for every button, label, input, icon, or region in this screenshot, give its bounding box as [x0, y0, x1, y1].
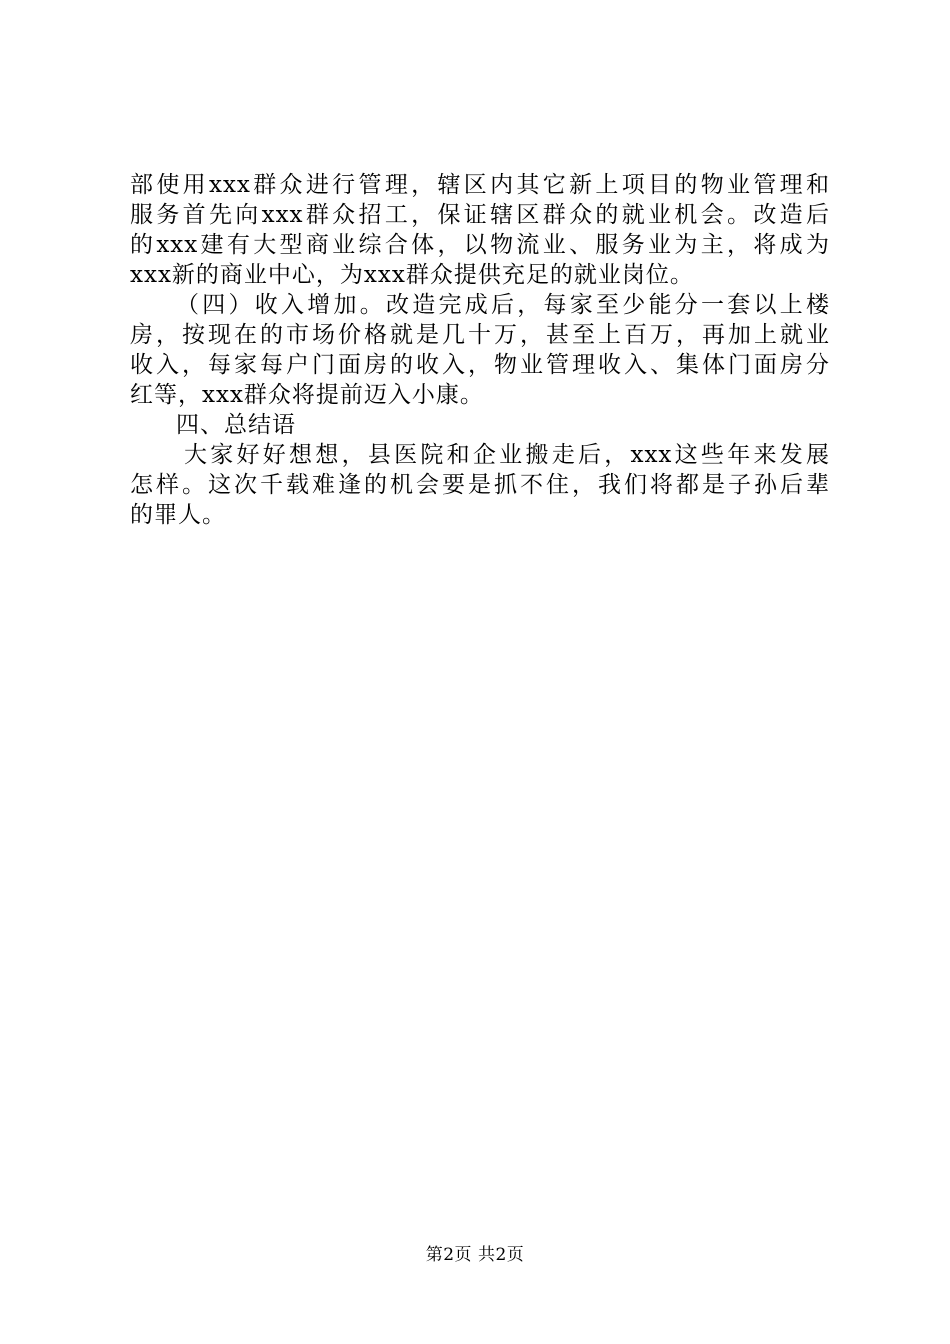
text-line: 大家好好想想，县医院和企业搬走后，xxx这些年来发展	[184, 442, 830, 468]
document-body	[130, 170, 830, 530]
paragraph-income-increase	[130, 290, 830, 410]
text-line: 怎样。这次千载难逢的机会要是抓不住，我们将都是子孙后辈	[130, 472, 830, 498]
text-line: 红等，xxx群众将提前迈入小康。	[130, 382, 484, 408]
text-line: 收入，每家每户门面房的收入，物业管理收入、集体门面房分	[130, 352, 830, 378]
text-line: xxx新的商业中心，为xxx群众提供充足的就业岗位。	[130, 262, 694, 288]
text-line: 服务首先向xxx群众招工，保证辖区群众的就业机会。改造后	[130, 202, 830, 228]
text-line: 房，按现在的市场价格就是几十万，甚至上百万，再加上就业	[130, 322, 830, 348]
section-heading-conclusion	[130, 410, 830, 440]
paragraph-employment	[130, 170, 830, 290]
text-line: 部使用xxx群众进行管理，辖区内其它新上项目的物业管理和	[130, 172, 830, 198]
page-number-footer: 第2页 共2页	[425, 1245, 525, 1265]
text-line: （四）收入增加。改造完成后，每家至少能分一套以上楼	[176, 292, 830, 318]
section-heading: 四、总结语	[176, 412, 296, 438]
text-line: 的罪人。	[130, 502, 226, 528]
text-line: 的xxx建有大型商业综合体，以物流业、服务业为主，将成为	[130, 232, 830, 258]
paragraph-conclusion	[130, 440, 830, 530]
